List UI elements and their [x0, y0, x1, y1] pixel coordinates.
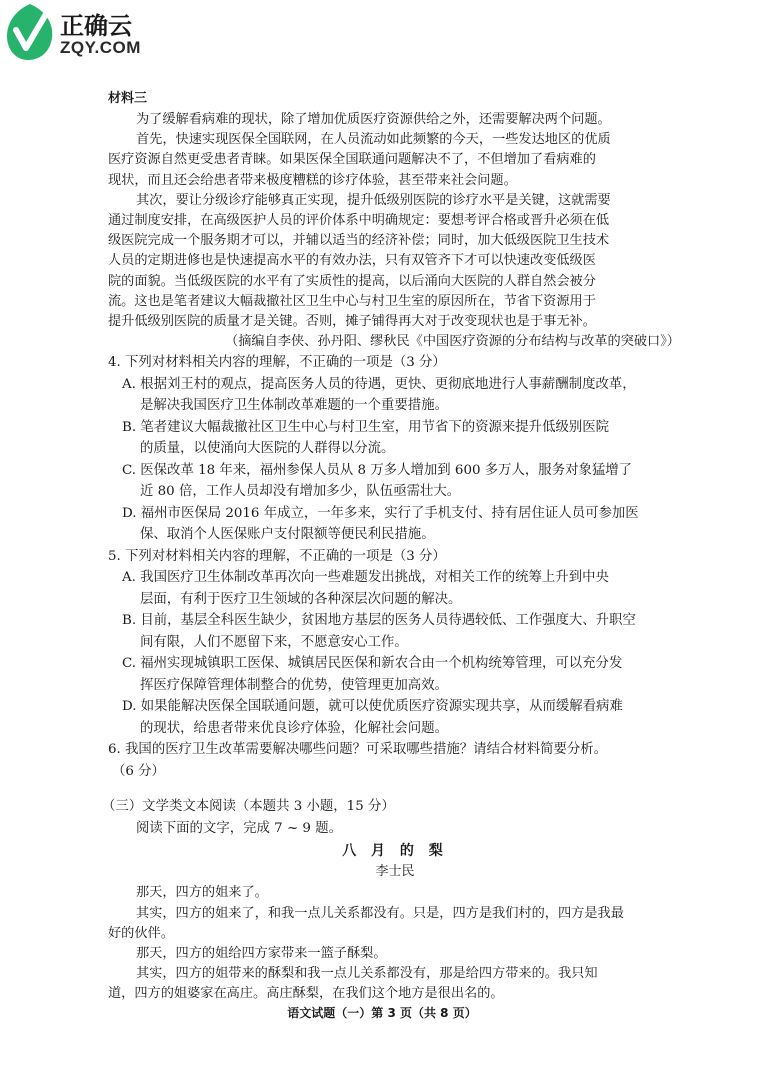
material-line: 级医院完成一个服务期才可以，并辅以适当的经济补偿；同时，加大低级医院卫生技术 [108, 233, 610, 249]
option-d[interactable]: D. 福州市医保局 2016 年成立，一年多来，实行了手机支付、持有居住证人员可参加医 [122, 505, 639, 521]
story-author: 李士民 [375, 864, 415, 880]
material-line: 其次，要让分级诊疗能够真正实现，提升低级别医院的诊疗水平是关键，这就需要 [136, 192, 611, 208]
material-line: 为了缓解看病难的现状，除了增加优质医疗资源供给之外，还需要解决两个问题。 [136, 112, 611, 127]
option-d-cont: 的现状，给患者带来优良诊疗体验，化解社会问题。 [140, 720, 448, 736]
logo-text-en: ZQY.COM [60, 38, 141, 57]
option-a[interactable]: A. 根据刘王村的观点，提高医务人员的待遇，更快、更彻底地进行人事薪酬制度改革， [122, 376, 636, 392]
story-line: 那天，四方的姐来了。 [136, 885, 268, 901]
question-stem: 4. 下列对材料相关内容的理解，不正确的一项是（3 分） [108, 355, 446, 371]
story-title: 八 月 的 梨 [342, 843, 448, 860]
question-6 [108, 739, 682, 782]
section-instruction: 阅读下面的文字，完成 7 ~ 9 题。 [136, 820, 342, 836]
section-literary [102, 796, 682, 1004]
option-a[interactable]: A. 我国医疗卫生体制改革再次向一些难题发出挑战，对相关工作的统筹上升到中央 [122, 570, 609, 586]
option-a-cont: 是解决我国医疗卫生体制改革难题的一个重要措施。 [140, 398, 448, 414]
material-body [108, 110, 682, 352]
section-heading: （三）文学类文本阅读（本题共 3 小题，15 分） [102, 799, 395, 815]
option-b[interactable]: B. 目前，基层全科医生缺少，贫困地方基层的医务人员待遇较低、工作强度大、升职空 [122, 613, 636, 629]
option-c[interactable]: C. 福州实现城镇职工医保、城镇居民医保和新农合由一个机构统筹管理，可以充分发 [122, 656, 623, 672]
site-logo [0, 0, 160, 70]
option-b[interactable]: B. 笔者建议大幅裁撤社区卫生中心与村卫生室，用节省下的资源来提升低级别医院 [122, 419, 610, 435]
material-line: 医疗资源自然更受患者青睐。如果医保全国联通问题解决不了，不但增加了看病难的 [108, 152, 596, 168]
option-a-cont: 层面，有利于医疗卫生领域的各种深层次问题的解决。 [140, 591, 462, 607]
material-line: 提升低级别医院的质量才是关键。否则，摊子铺得再大对于改变现状也是于事无补。 [108, 314, 596, 330]
story-line: 其实，四方的姐来了，和我一点儿关系都没有。只是，四方是我们村的，四方是我最 [136, 905, 624, 921]
option-d-cont: 保、取消个人医保账户支付限额等便民利民措施。 [140, 527, 435, 543]
option-d[interactable]: D. 如果能解决医保全国联通问题，就可以使优质医疗资源实现共享，从而缓解看病难 [122, 699, 623, 715]
story-line: 其实，四方的姐带来的酥梨和我一点儿关系都没有，那是给四方带来的。我只知 [136, 966, 598, 982]
question-stem: 5. 下列对材料相关内容的理解，不正确的一项是（3 分） [108, 548, 446, 564]
story-line: 道，四方的姐婆家在高庄。高庄酥梨，在我们这个地方是很出名的。 [108, 986, 504, 1002]
material-line: 首先，快速实现医保全国联网，在人员流动如此频繁的今天，一些发达地区的优质 [136, 132, 611, 148]
option-c[interactable]: C. 医保改革 18 年来，福州参保人员从 8 万多人增加到 600 多万人，服务对象猛增了 [122, 462, 633, 478]
option-c-cont: 近 80 倍，工作人员却没有增加多少，队伍亟需壮大。 [140, 484, 461, 500]
material-line: 通过制度安排，在高级医护人员的评价体系中明确规定：要想考评合格或晋升必须在低 [108, 213, 610, 229]
checkmark-leaf-icon [4, 2, 56, 62]
material-heading: 材料三 [108, 91, 148, 106]
material-line: 院的面貌。当低级医院的水平有了实质性的提高，以后涌向大医院的人群自然会被分 [108, 273, 596, 289]
material-line: 人员的定期进修也是快速提高水平的有效办法，只有双管齐下才可以快速改变低级医 [108, 253, 596, 269]
story-line: 那天，四方的姐给四方家带来一篮子酥梨。 [136, 946, 387, 962]
question-stem: 6. 我国的医疗卫生改革需要解决哪些问题？可采取哪些措施？请结合材料简要分析。 [108, 742, 608, 758]
question-points: （6 分） [112, 763, 165, 779]
logo-text-cn: 正确云 [60, 12, 132, 40]
material-line: 现状，而且还会给患者带来极度糟糕的诊疗体验，甚至带来社会问题。 [108, 172, 517, 188]
option-b-cont: 的质量，以使涌向大医院的人群得以分流。 [140, 441, 395, 457]
material-line: 流。这也是笔者建议大幅裁撤社区卫生中心与村卫生室的原因所在，节省下资源用于 [108, 293, 596, 309]
story-line: 好的伙伴。 [108, 925, 174, 941]
exam-page [102, 88, 682, 1005]
option-c-cont: 挥医疗保障管理体制整合的优势，使管理更加高效。 [140, 677, 448, 693]
citation: （摘编自李侠、孙丹阳、缪秋民《中国医疗资源的分布结构与改革的突破口》） [225, 334, 680, 350]
page-footer: 语文试题（一）第 3 页（共 8 页） [287, 1006, 477, 1020]
question-5 [108, 546, 682, 740]
question-4 [108, 352, 682, 546]
option-b-cont: 间有限，人们不愿留下来，不愿意安心工作。 [140, 634, 408, 650]
